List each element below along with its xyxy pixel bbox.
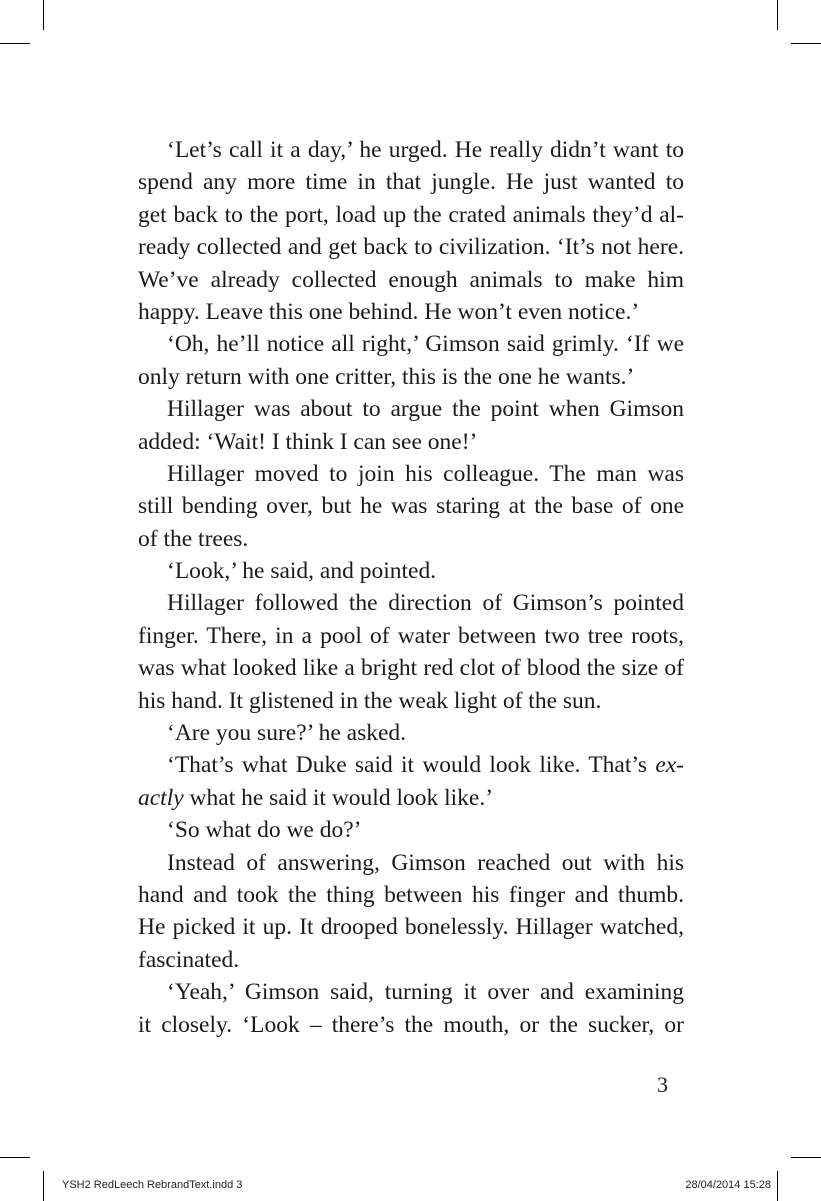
text-line: [138, 555, 684, 587]
line-text: of the trees.: [138, 525, 249, 552]
crop-mark-bottom-left-vertical: [43, 1171, 44, 1201]
paragraph: [138, 587, 684, 717]
line-text: Instead of answering, Gimson reached out with his: [167, 849, 684, 876]
text-line: [138, 231, 684, 263]
paragraph: [138, 847, 684, 977]
text-line: [138, 879, 684, 911]
crop-mark-top-left-horizontal: [0, 43, 30, 44]
paragraph: [138, 458, 684, 555]
paragraph: [138, 134, 684, 328]
line-text: Hillager was about to argue the point when Gimson: [167, 396, 684, 423]
line-text: only return with one critter, this is the one he wants.’: [138, 363, 635, 390]
paragraph: [138, 328, 684, 393]
paragraph: [138, 717, 684, 749]
line-text: fascinated.: [138, 946, 240, 973]
text-line: [138, 749, 684, 781]
crop-mark-top-right-horizontal: [791, 43, 821, 44]
text-line: [138, 523, 684, 555]
line-text: get back to the port, load up the crated animals they’d al-: [138, 201, 684, 228]
line-text: finger. There, in a pool of water between two tree roots,: [138, 622, 684, 649]
crop-mark-bottom-left-horizontal: [0, 1157, 30, 1158]
text-line: [138, 944, 684, 976]
line-text: He picked it up. It drooped bonelessly. Hillager watched,: [138, 914, 684, 941]
line-text: ‘Let’s call it a day,’ he urged. He really didn’t want to: [167, 137, 684, 163]
text-line: [138, 587, 684, 619]
text-line: [138, 296, 684, 328]
line-text: Hillager moved to join his colleague. The man was: [167, 460, 684, 487]
text-line: [138, 1009, 684, 1041]
line-text: Hillager followed the direction of Gimson’s pointed: [167, 590, 684, 617]
text-line: [138, 976, 684, 1008]
line-text: what he said it would look like.’: [183, 784, 494, 811]
line-text: ‘Look,’ he said, and pointed.: [167, 558, 437, 585]
line-text: ‘So what do we do?’: [167, 817, 362, 844]
text-line: [138, 328, 684, 360]
page-number: 3: [657, 1072, 668, 1097]
text-line: [138, 166, 684, 198]
text-line: [138, 911, 684, 943]
paragraph: [138, 749, 684, 814]
text-line: [138, 490, 684, 522]
emphasis-text: ex-: [655, 752, 684, 779]
crop-mark-bottom-right-vertical: [777, 1171, 778, 1201]
text-line: [138, 685, 684, 717]
line-text: hand and took the thing between his finger and thumb.: [138, 881, 684, 908]
line-text: added: ‘Wait! I think I can see one!’: [138, 428, 478, 455]
text-line: [138, 458, 684, 490]
text-line: [138, 199, 684, 231]
text-line: [138, 393, 684, 425]
text-line: [138, 814, 684, 846]
text-line: [138, 361, 684, 393]
crop-mark-top-left-vertical: [43, 0, 44, 30]
line-text: We’ve already collected enough animals to make him: [138, 266, 684, 293]
line-text: ‘That’s what Duke said it would look like. That’s: [167, 752, 656, 779]
text-line: [138, 717, 684, 749]
crop-mark-bottom-right-horizontal: [791, 1157, 821, 1158]
body-text: [138, 134, 684, 1041]
crop-mark-top-right-vertical: [777, 0, 778, 30]
slug-filename: YSH2 RedLeech RebrandText.indd 3: [62, 1179, 243, 1191]
paragraph: [138, 393, 684, 458]
text-line: [138, 426, 684, 458]
line-text: still bending over, but he was staring at the base of one: [138, 493, 684, 520]
text-line: [138, 264, 684, 296]
line-text: his hand. It glistened in the weak light of the sun.: [138, 687, 602, 714]
paragraph: [138, 555, 684, 587]
text-line: [138, 620, 684, 652]
line-text: ‘Yeah,’ Gimson said, turning it over and examining: [167, 979, 684, 1006]
text-line: [138, 134, 684, 166]
line-text: happy. Leave this one behind. He won’t even notice.’: [138, 298, 640, 325]
text-line: [138, 652, 684, 684]
text-line: [138, 782, 684, 814]
line-text: ‘Oh, he’ll notice all right,’ Gimson said grimly. ‘If we: [167, 331, 684, 358]
line-text: ready collected and get back to civilization. ‘It’s not here.: [138, 234, 684, 261]
text-line: [138, 847, 684, 879]
paragraph: [138, 976, 684, 1041]
emphasis-text: actly: [138, 784, 184, 811]
line-text: was what looked like a bright red clot of blood the size of: [138, 655, 684, 682]
line-text: it closely. ‘Look – there’s the mouth, or the sucker, or: [138, 1011, 684, 1038]
paragraph: [138, 814, 684, 846]
line-text: spend any more time in that jungle. He just wanted to: [138, 169, 684, 196]
line-text: ‘Are you sure?’ he asked.: [167, 720, 407, 747]
slug-timestamp: 28/04/2014 15:28: [685, 1179, 771, 1191]
